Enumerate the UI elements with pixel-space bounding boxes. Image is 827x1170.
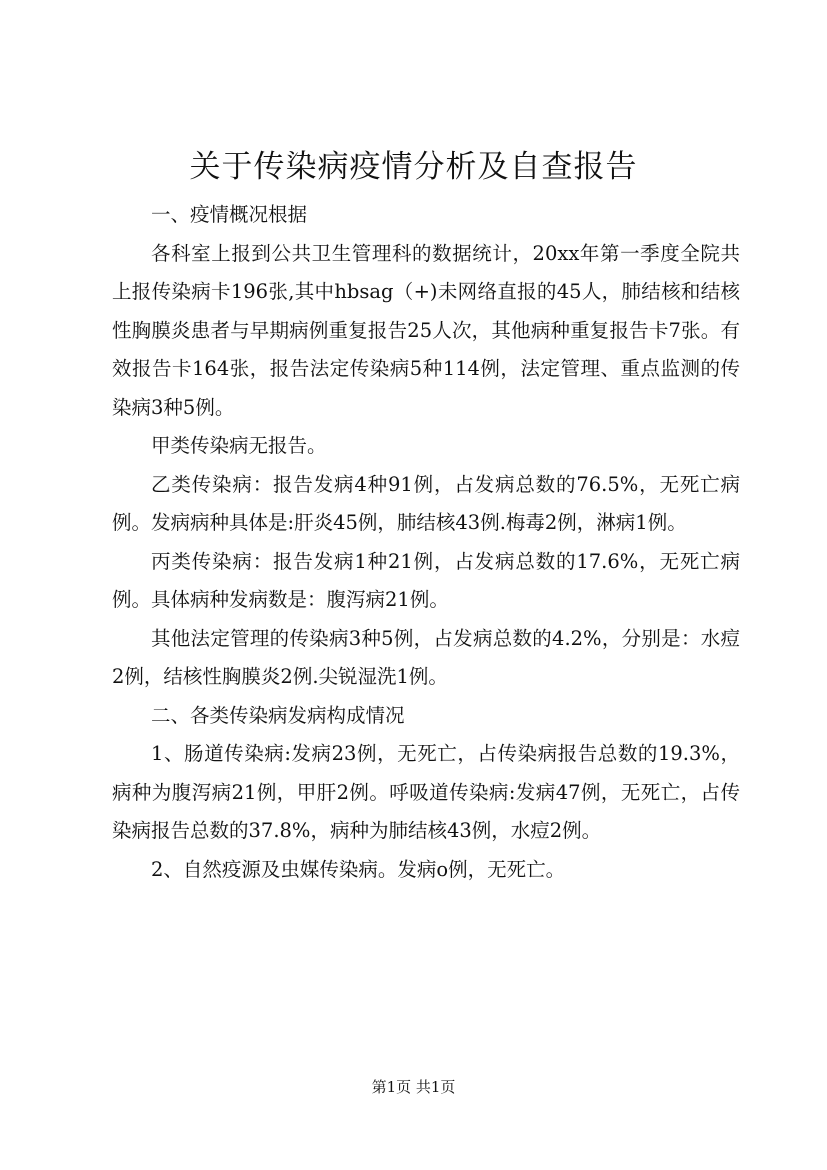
paragraph-statistics: 各科室上报到公共卫生管理科的数据统计，20xx年第一季度全院共上报传染病卡196张,其中hbsag（+)未网络直报的45人，肺结核和结核性胸膜炎患者与早期病例重复报告25人次，其他病种重复报告卡7张。有效报告卡164张，报告法定传染病5种114例，法定管理、重点监测的传染病3种5例。 xyxy=(112,241,740,419)
paragraph-class-b: 乙类传染病：报告发病4种91例，占发病总数的76.5%，无死亡病例。发病病种具体是:肝炎45例，肺结核43例.梅毒2例，淋病1例。 xyxy=(112,472,740,534)
document-title: 关于传染病疫情分析及自查报告 xyxy=(189,149,638,185)
paragraph-class-c: 丙类传染病：报告发病1种21例，占发病总数的17.6%，无死亡病例。具体病种发病数是：腹泻病21例。 xyxy=(112,549,740,611)
document-body xyxy=(112,196,740,889)
paragraph-other-diseases: 其他法定管理的传染病3种5例，占发病总数的4.2%，分别是：水痘2例，结核性胸膜炎2例.尖锐湿洗1例。 xyxy=(112,626,740,688)
page-footer: 第1页 共1页 xyxy=(371,1078,456,1096)
paragraph-intestinal-respiratory: 1、肠道传染病:发病23例，无死亡，占传染病报告总数的19.3%，病种为腹泻病21例，甲肝2例。呼吸道传染病:发病47例，无死亡，占传染病报告总数的37.8%，病种为肺结核43例，水痘2例。 xyxy=(112,742,740,842)
paragraph-class-a: 甲类传染病无报告。 xyxy=(151,434,327,457)
section-heading-overview: 一、疫情概况根据 xyxy=(151,203,308,226)
section-heading-composition: 二、各类传染病发病构成情况 xyxy=(151,703,405,727)
paragraph-natural-focus: 2、自然疫源及虫媒传染病。发病o例，无死亡。 xyxy=(151,857,566,881)
